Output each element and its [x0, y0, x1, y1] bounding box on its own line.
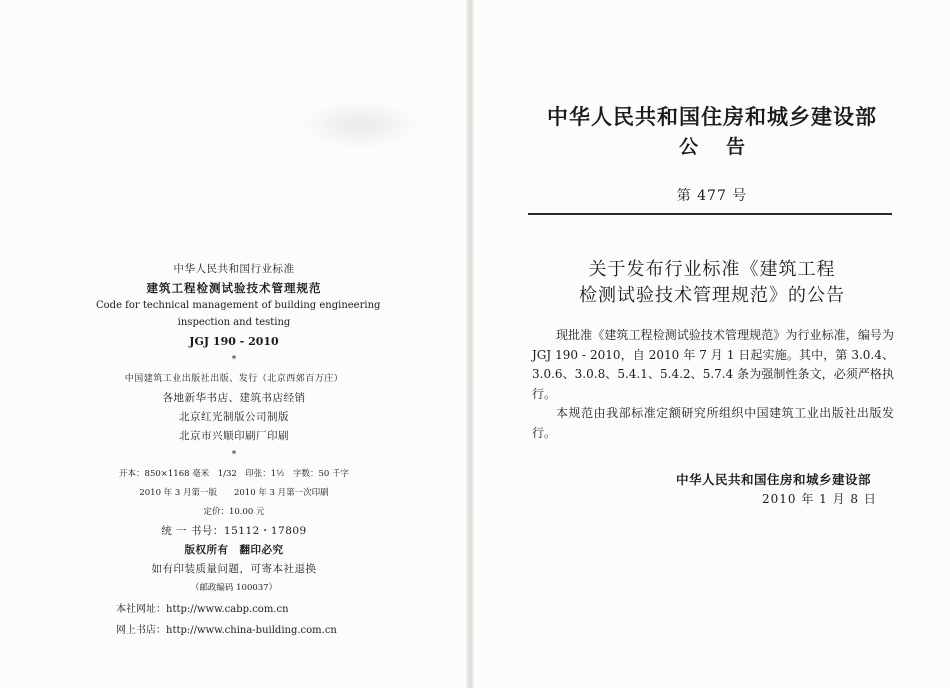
- body-paragraph-1: 现批准《建筑工程检测试验技术管理规范》为行业标准，编号为 JGJ 190 - 2010，自 2010 年 7 月 1 日起实施。其中，第 3.0.4、3.0.6、3.0.8、5.4.1、5.4.2、5.7.4 条为强制性条文，必须严格执行。: [532, 328, 894, 401]
- distributor-line: 各地新华书店、建筑书店经销: [162, 392, 306, 404]
- standard-series: 中华人民共和国行业标准: [173, 263, 295, 275]
- book-specs: 开本：850×1168 毫米 1/32 印张：1½ 字数：50 千字: [119, 469, 349, 479]
- announcement-heading-line1: 关于发布行业标准《建筑工程: [588, 259, 836, 280]
- copyright-line: 版权所有 翻印必究: [184, 544, 284, 556]
- standard-title-cn: 建筑工程检测试验技术管理规范: [146, 281, 322, 295]
- bookstore-line: 网上书店：http://www.china-building.com.cn: [116, 625, 337, 636]
- bleed-through-shadow: [300, 100, 420, 150]
- announcement-heading: [474, 257, 950, 309]
- separator-star-1: *: [231, 355, 237, 365]
- standard-title-en-line1: Code for technical management of building engineering: [96, 300, 381, 311]
- publisher-line: 中国建筑工业出版社出版、发行（北京西郊百万庄）: [124, 374, 344, 384]
- separator-star-2: *: [231, 450, 237, 460]
- signature-organization: 中华人民共和国住房和城乡建设部: [676, 472, 872, 487]
- notice-label: 公告: [678, 136, 773, 158]
- standard-code: JGJ 190 - 2010: [189, 335, 279, 348]
- colophon: [96, 262, 381, 638]
- price-line: 定价：10.00 元: [203, 507, 265, 517]
- announcement-body: [532, 326, 894, 443]
- announcement-heading-line2: 检测试验技术管理规范》的公告: [579, 285, 845, 306]
- book-number-line: 统 一 书号：15112・17809: [161, 525, 307, 537]
- typesetter-line: 北京红光制版公司制版: [179, 411, 289, 423]
- postcode-line: （邮政编码 100037）: [190, 583, 278, 593]
- header-rule: [528, 213, 892, 215]
- printer-line: 北京市兴顺印刷厂印刷: [179, 430, 289, 442]
- notice-number: 第 477 号: [676, 188, 748, 204]
- signature-date: 2010 年 1 月 8 日: [762, 492, 877, 506]
- left-page: [0, 0, 468, 688]
- edition-line: 2010 年 3 月第一版 2010 年 3 月第一次印刷: [139, 488, 329, 498]
- body-paragraph-2: 本规范由我部标准定额研究所组织中国建筑工业出版社出版发行。: [532, 406, 894, 440]
- standard-title-en-line2: inspection and testing: [177, 317, 291, 328]
- returns-line: 如有印装质量问题，可寄本社退换: [151, 563, 317, 575]
- website-line: 本社网址：http://www.cabp.com.cn: [116, 604, 289, 615]
- ministry-heading: 中华人民共和国住房和城乡建设部: [547, 104, 877, 129]
